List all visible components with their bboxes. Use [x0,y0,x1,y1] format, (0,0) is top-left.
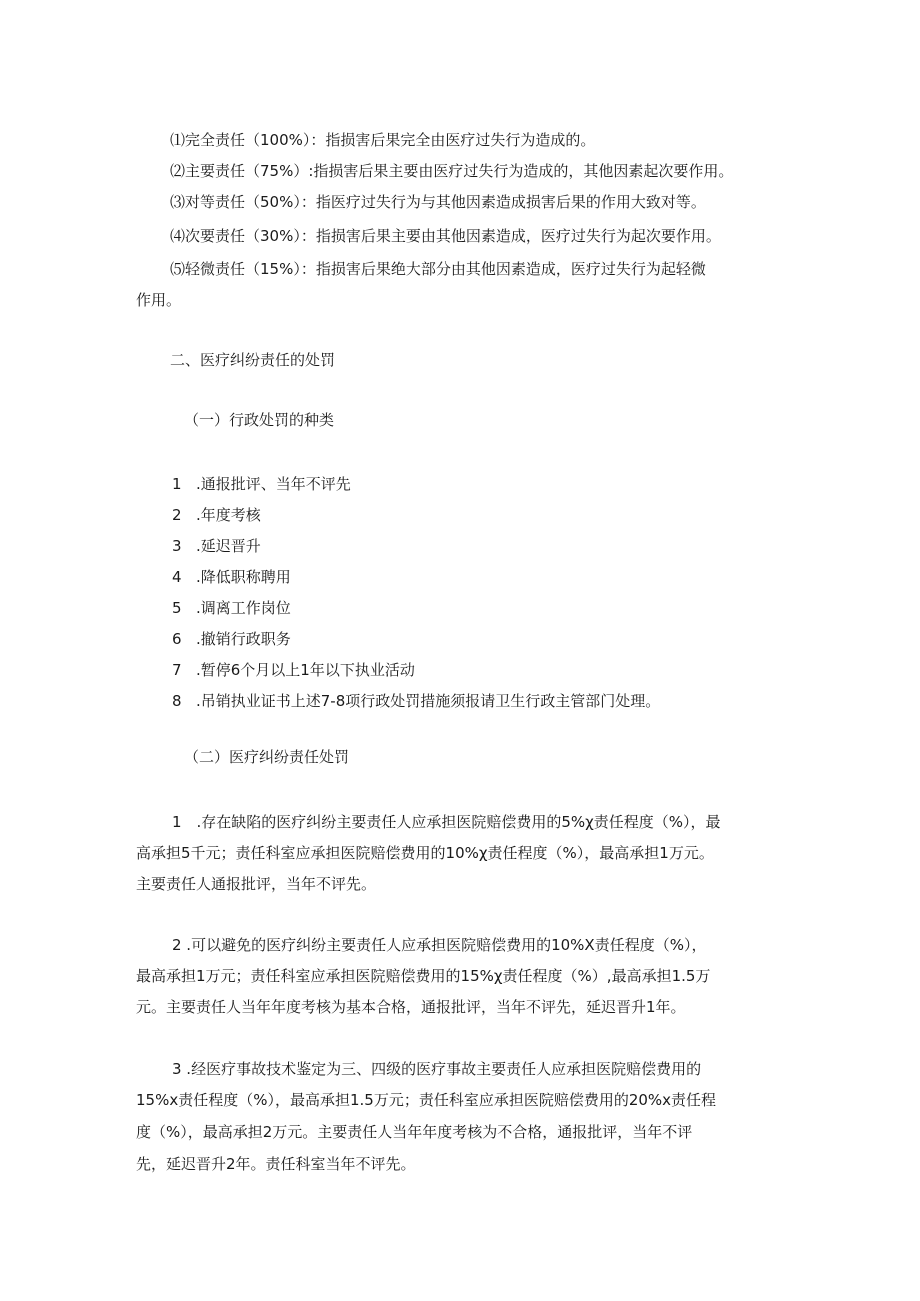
paragraph-line: 度（%），最高承担2万元。主要责任人当年年度考核为不合格，通报批评，当年不评 [136,1123,693,1141]
section-title: 二、医疗纠纷责任的处罚 [170,351,336,369]
paragraph-line: 高承担5千元；责任科室应承担医院赔偿费用的10%χ责任程度（%），最高承担1万元。 [136,844,714,862]
list-item: .通报批评、当年不评先 [196,475,351,493]
list-item: .暂停6个月以上1年以下执业活动 [196,661,415,679]
list-item: .撤销行政职务 [196,630,291,648]
paragraph-line: 最高承担1万元；责任科室应承担医院赔偿费用的15%χ责任程度（%）,最高承担1.5万 [136,967,711,985]
responsibility-level-1: ⑴完全责任（100%）：指损害后果完全由医疗过失行为造成的。 [170,131,596,149]
list-item: .延迟晋升 [196,537,261,555]
list-item-number: 8 [172,692,182,710]
list-item-number: 3 [172,537,182,555]
responsibility-level-3: ⑶对等责任（50%）：指医疗过失行为与其他因素造成损害后果的作用大致对等。 [170,193,706,211]
list-item-number: 2 [172,506,182,524]
list-item-number: 6 [172,630,182,648]
paragraph-line: 15%x责任程度（%），最高承担1.5万元；责任科室应承担医院赔偿费用的20%x责任程 [136,1091,717,1109]
list-item: .降低职称聘用 [196,568,291,586]
responsibility-level-5-continued: 作用。 [136,291,182,309]
paragraph-line: 3 .经医疗事故技术鉴定为三、四级的医疗事故主要责任人应承担医院赔偿费用的 [172,1060,702,1078]
responsibility-level-5: ⑸轻微责任（15%）：指损害后果绝大部分由其他因素造成，医疗过失行为起轻微 [170,260,706,278]
paragraph-line: 主要责任人通报批评，当年不评先。 [136,875,377,893]
list-item-number: 1 [172,475,182,493]
responsibility-level-2: ⑵主要责任（75%）:指损害后果主要由医疗过失行为造成的，其他因素起次要作用。 [170,162,734,180]
subsection-title-liability-penalties: （二）医疗纠纷责任处罚 [184,748,350,766]
list-item: .吊销执业证书上述7-8项行政处罚措施须报请卫生行政主管部门处理。 [196,692,661,710]
list-item: .年度考核 [196,506,261,524]
responsibility-level-4: ⑷次要责任（30%）：指损害后果主要由其他因素造成，医疗过失行为起次要作用。 [170,227,721,245]
list-item-number: 5 [172,599,182,617]
list-item: .调离工作岗位 [196,599,291,617]
list-item-number: 7 [172,661,182,679]
paragraph-line: 1 .存在缺陷的医疗纠纷主要责任人应承担医院赔偿费用的5%χ责任程度（%），最 [172,813,721,831]
paragraph-line: 先，延迟晋升2年。责任科室当年不评先。 [136,1155,416,1173]
paragraph-line: 元。主要责任人当年年度考核为基本合格，通报批评，当年不评先，延迟晋升1年。 [136,998,686,1016]
subsection-title-admin-penalties: （一）行政处罚的种类 [184,411,335,429]
list-item-number: 4 [172,568,182,586]
paragraph-line: 2 .可以避免的医疗纠纷主要责任人应承担医院赔偿费用的10%X责任程度（%）， [172,936,707,954]
